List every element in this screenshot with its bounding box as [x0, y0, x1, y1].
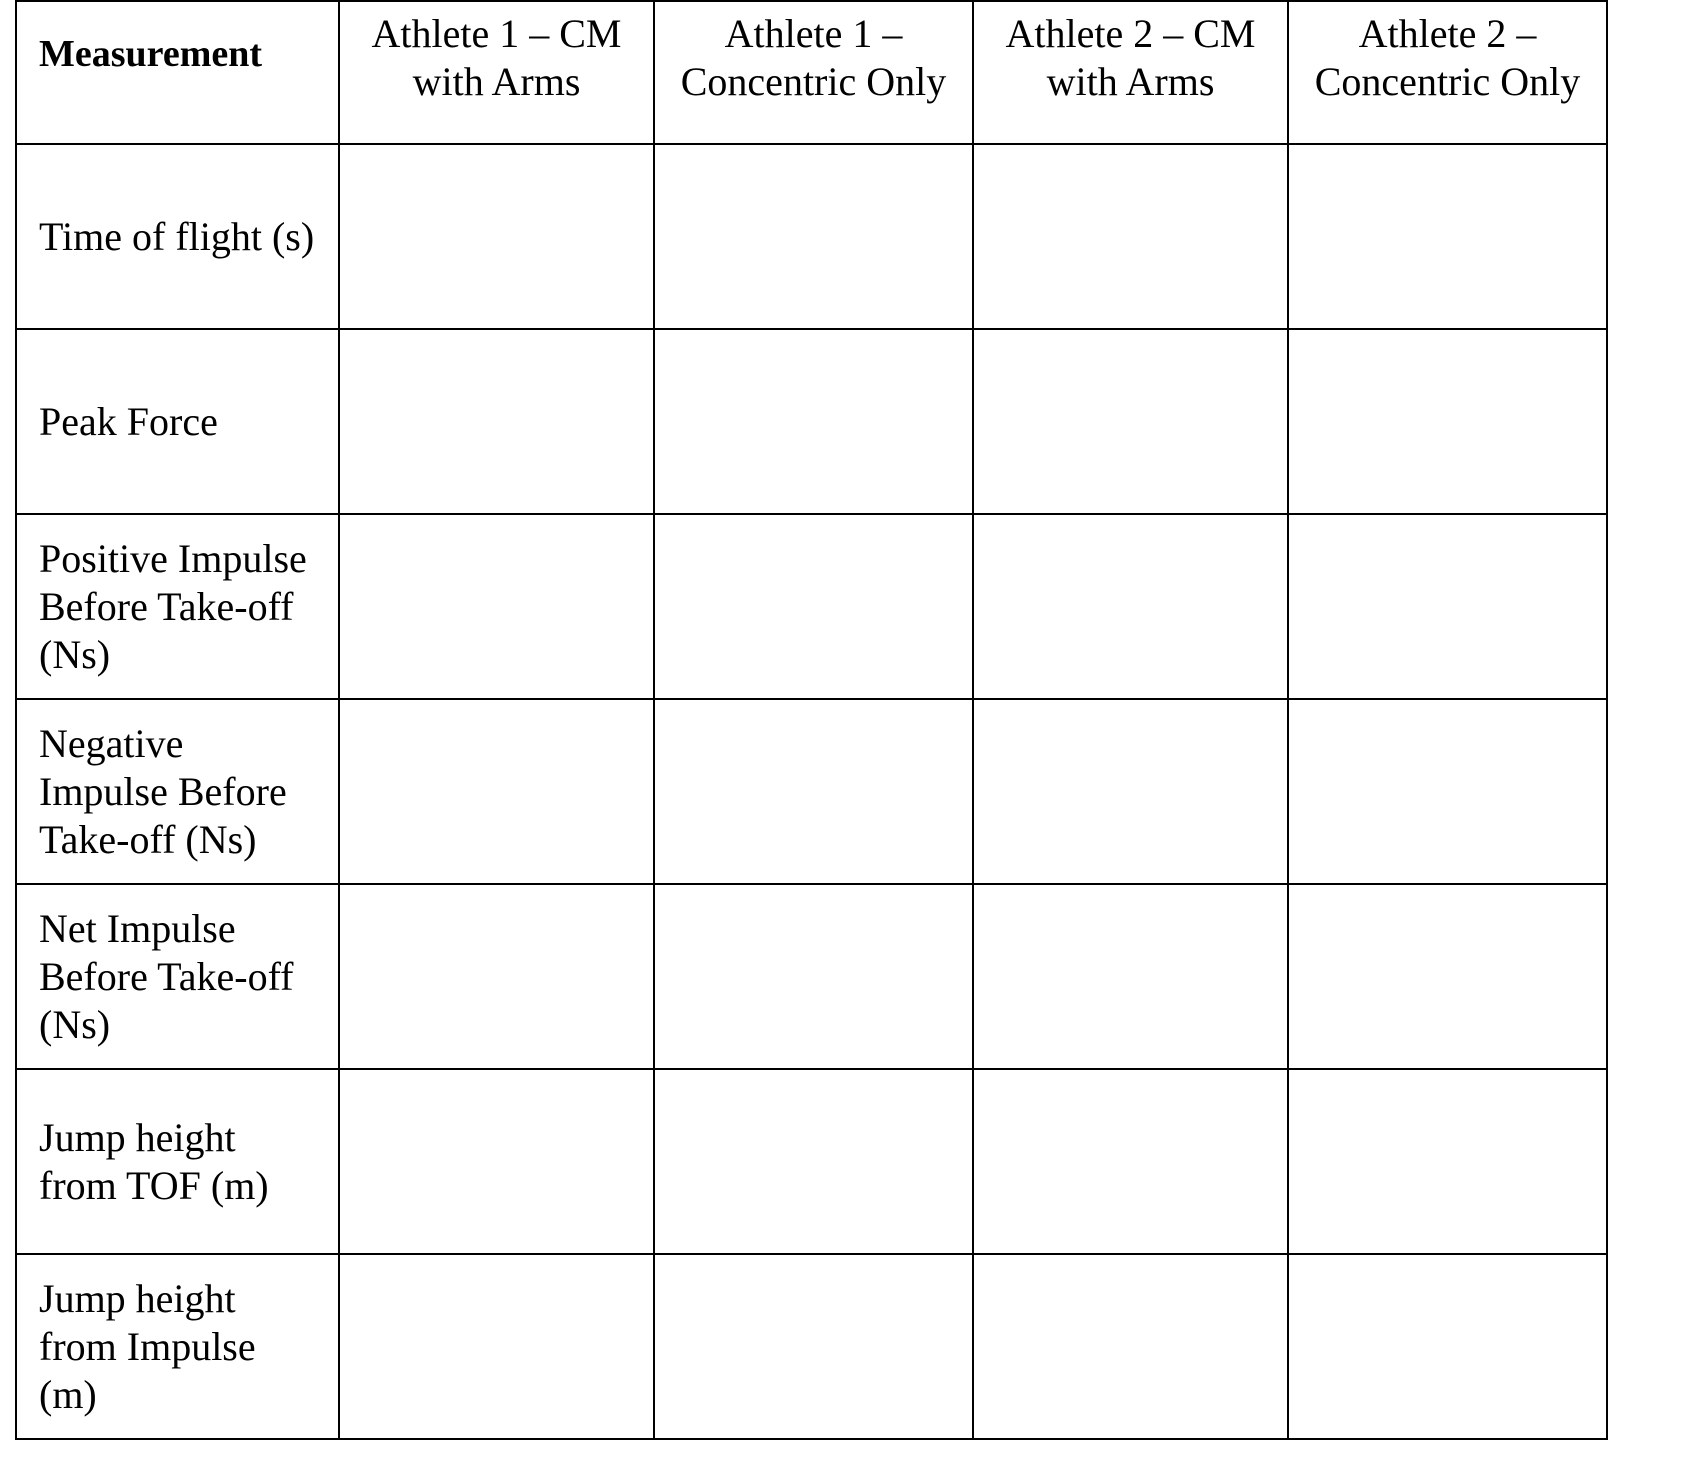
data-cell[interactable] — [973, 144, 1288, 329]
data-cell[interactable] — [973, 1069, 1288, 1254]
measurement-table — [15, 0, 1608, 1440]
header-line: Athlete 1 – — [724, 11, 903, 56]
table-row — [16, 1069, 1607, 1254]
header-line: Concentric Only — [1314, 59, 1581, 104]
row-label-line: Positive Impulse — [39, 535, 307, 581]
header-line: Concentric Only — [680, 59, 947, 104]
header-line: with Arms — [1046, 59, 1215, 104]
data-cell[interactable] — [339, 699, 654, 884]
row-label-line: (Ns) — [39, 1001, 111, 1047]
data-cell[interactable] — [339, 884, 654, 1069]
data-cell[interactable] — [1288, 1069, 1607, 1254]
row-label-line: Before Take-off — [39, 953, 294, 999]
header-line: Athlete 2 – CM — [1005, 11, 1256, 56]
row-label — [16, 144, 339, 329]
data-cell[interactable] — [339, 144, 654, 329]
table-row — [16, 514, 1607, 699]
data-cell[interactable] — [1288, 329, 1607, 514]
data-cell[interactable] — [654, 1254, 973, 1439]
data-cell[interactable] — [973, 699, 1288, 884]
data-cell[interactable] — [1288, 1254, 1607, 1439]
data-cell[interactable] — [973, 884, 1288, 1069]
header-line: Athlete 1 – CM — [371, 11, 622, 56]
row-label-line: Take-off (Ns) — [39, 816, 257, 862]
data-cell[interactable] — [1288, 144, 1607, 329]
data-cell[interactable] — [654, 514, 973, 699]
row-label-line: from TOF (m) — [39, 1162, 269, 1208]
data-cell[interactable] — [654, 144, 973, 329]
data-cell[interactable] — [973, 514, 1288, 699]
row-label — [16, 1069, 339, 1254]
data-cell[interactable] — [654, 329, 973, 514]
table-row — [16, 884, 1607, 1069]
data-cell[interactable] — [1288, 514, 1607, 699]
data-cell[interactable] — [1288, 699, 1607, 884]
header-line: with Arms — [412, 59, 581, 104]
row-label-line: Jump height — [39, 1275, 236, 1321]
header-athlete1-cm-with-arms — [339, 1, 654, 144]
table-row — [16, 1254, 1607, 1439]
row-label-line: Impulse Before — [39, 768, 287, 814]
header-athlete2-cm-with-arms — [973, 1, 1288, 144]
data-cell[interactable] — [654, 699, 973, 884]
row-label — [16, 884, 339, 1069]
row-label-line: Before Take-off — [39, 583, 294, 629]
data-cell[interactable] — [973, 1254, 1288, 1439]
data-cell[interactable] — [339, 1069, 654, 1254]
data-cell[interactable] — [1288, 884, 1607, 1069]
table-row — [16, 144, 1607, 329]
table-row — [16, 699, 1607, 884]
header-line: Athlete 2 – — [1358, 11, 1537, 56]
header-athlete1-concentric-only — [654, 1, 973, 144]
header-row — [16, 1, 1607, 144]
table-body — [16, 144, 1607, 1439]
row-label — [16, 329, 339, 514]
row-label-line: Jump height — [39, 1114, 236, 1160]
data-cell[interactable] — [339, 514, 654, 699]
row-label-line: (m) — [39, 1371, 97, 1417]
header-measurement: Measurement — [16, 1, 339, 144]
row-label — [16, 514, 339, 699]
row-label-line: Net Impulse — [39, 905, 236, 951]
row-label — [16, 699, 339, 884]
table-row — [16, 329, 1607, 514]
row-label-line: Time of flight (s) — [39, 213, 315, 259]
row-label-line: Negative — [39, 720, 184, 766]
row-label-line: Peak Force — [39, 398, 218, 444]
data-cell[interactable] — [973, 329, 1288, 514]
data-cell[interactable] — [654, 884, 973, 1069]
row-label — [16, 1254, 339, 1439]
data-cell[interactable] — [654, 1069, 973, 1254]
header-athlete2-concentric-only — [1288, 1, 1607, 144]
row-label-line: (Ns) — [39, 631, 111, 677]
data-cell[interactable] — [339, 329, 654, 514]
data-cell[interactable] — [339, 1254, 654, 1439]
row-label-line: from Impulse — [39, 1323, 256, 1369]
